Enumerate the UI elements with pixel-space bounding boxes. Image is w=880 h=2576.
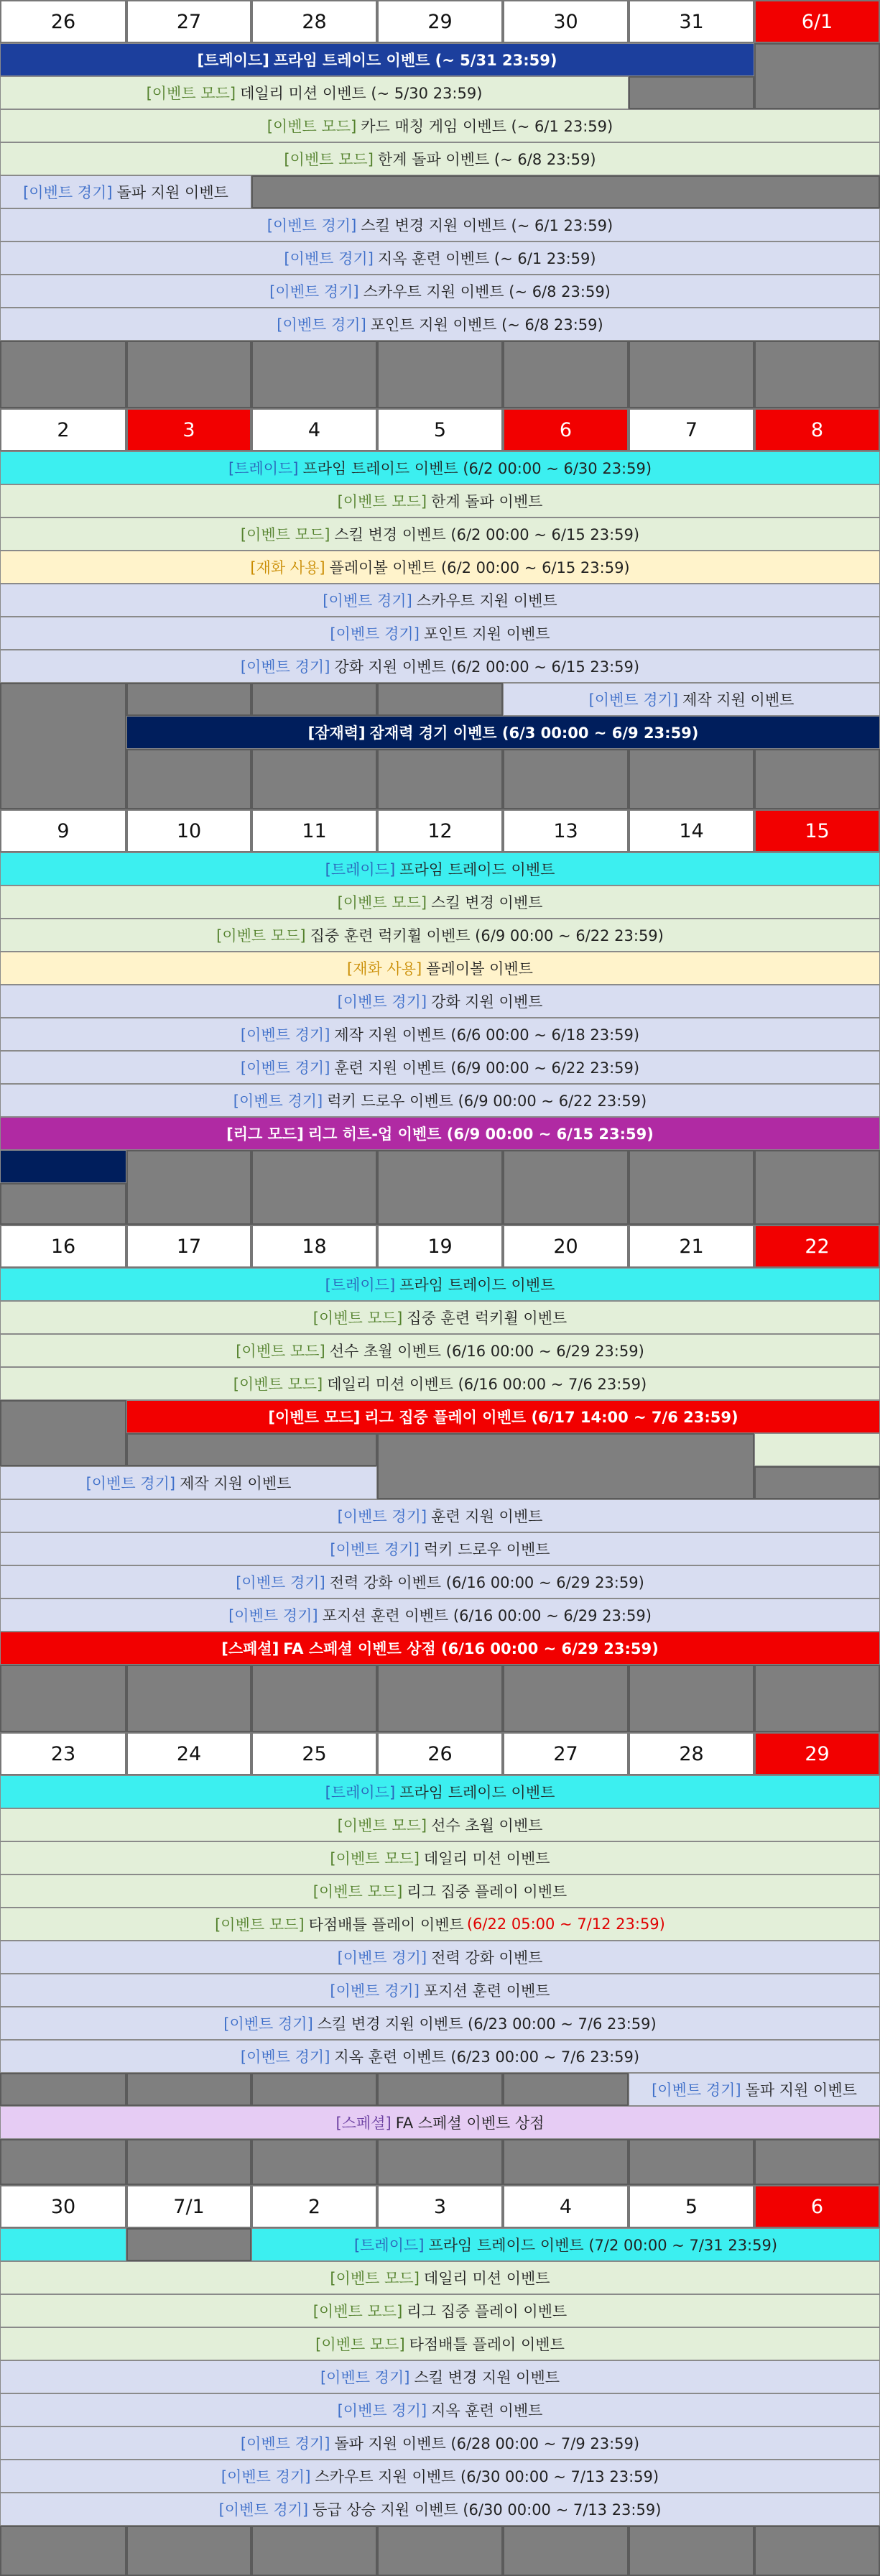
event-title: 잠재력 경기 이벤트 (6/3 00:00 ~ 6/9 23:59) [369, 724, 699, 742]
event-title: 프라임 트레이드 이벤트 (~ 5/31 23:59) [273, 52, 557, 69]
event-category-tag: [이벤트 모드] [146, 85, 236, 102]
event-bar [0, 2294, 880, 2327]
event-category-tag: [이벤트 경기] [337, 1508, 427, 1525]
date-cell: 22 [754, 1225, 880, 1268]
event-bar [0, 2106, 880, 2139]
event-bar [0, 2261, 880, 2294]
empty-cell [503, 2139, 629, 2185]
date-cell: 30 [503, 0, 629, 43]
empty-cell [754, 749, 880, 809]
empty-cell [503, 2073, 629, 2106]
event-title: FA 스페셜 이벤트 상점 [395, 2115, 545, 2132]
empty-cell [126, 2073, 251, 2106]
event-title: 데일리 미션 이벤트 [423, 2270, 550, 2287]
event-category-tag: [이벤트 경기] [652, 2082, 741, 2099]
event-title: 타점배틀 플레이 이벤트 [409, 2336, 565, 2353]
event-title: 한계 돌파 이벤트 [431, 493, 543, 510]
event-category-tag: [재화 사용] [347, 960, 422, 978]
empty-cell [629, 1665, 754, 1732]
event-category-tag: [잠재력] [307, 724, 366, 742]
event-title: 지옥 훈련 이벤트 (~ 6/1 23:59) [377, 250, 596, 267]
event-bar [0, 617, 880, 650]
date-cell: 15 [754, 809, 880, 852]
empty-cell [754, 1466, 880, 1499]
event-title: 카드 매칭 게임 이벤트 (~ 6/1 23:59) [361, 118, 613, 135]
event-bar [0, 551, 880, 584]
empty-cell [251, 2526, 377, 2576]
event-category-tag: [이벤트 경기] [221, 2468, 311, 2485]
event-bar [126, 1400, 880, 1433]
date-cell: 28 [629, 1732, 754, 1775]
event-title: 돌파 지원 이벤트 (6/28 00:00 ~ 7/9 23:59) [334, 2435, 640, 2452]
event-title: 스킬 변경 지원 이벤트 [414, 2369, 560, 2386]
event-bar [0, 1841, 880, 1874]
empty-cell [503, 1150, 629, 1225]
date-cell: 7 [629, 408, 754, 451]
event-title: 돌파 지원 이벤트 [116, 184, 228, 201]
event-bar [0, 852, 880, 886]
event-category-tag: [이벤트 모드] [330, 2270, 420, 2287]
empty-cell [126, 1433, 377, 1466]
empty-cell [126, 2526, 251, 2576]
event-bar [0, 451, 880, 484]
empty-cell [126, 1150, 251, 1225]
event-bar [126, 716, 880, 749]
event-bar [0, 1268, 880, 1301]
event-bar [0, 2393, 880, 2426]
event-bar [0, 1084, 880, 1117]
event-title: 프라임 트레이드 이벤트 (6/2 00:00 ~ 6/30 23:59) [302, 460, 652, 477]
event-category-tag: [이벤트 경기] [277, 316, 366, 334]
date-cell: 6/1 [754, 0, 880, 43]
event-title: 선수 초월 이벤트 [431, 1817, 543, 1834]
empty-cell [377, 341, 503, 408]
event-bar [629, 2073, 880, 2106]
event-title: 지옥 훈련 이벤트 [431, 2402, 543, 2419]
event-category-tag: [이벤트 경기] [228, 1607, 318, 1624]
event-bar [0, 1334, 880, 1367]
empty-cell [754, 2526, 880, 2576]
empty-cell [377, 1665, 503, 1732]
event-category-tag: [이벤트 모드] [337, 1817, 427, 1834]
event-title: 프라임 트레이드 이벤트 [399, 861, 555, 878]
event-category-tag: [이벤트 경기] [330, 1541, 420, 1558]
empty-cell [0, 2139, 126, 2185]
event-category-tag: [이벤트 모드] [315, 2336, 405, 2353]
event-category-tag: [스페셜] [221, 1640, 279, 1657]
event-category-tag: [이벤트 경기] [23, 184, 113, 201]
event-bar [0, 142, 880, 175]
event-category-tag: [이벤트 모드] [312, 2303, 403, 2320]
empty-cell [629, 749, 754, 809]
event-bar [0, 952, 880, 985]
event-bar [0, 1466, 377, 1499]
empty-cell [503, 1665, 629, 1732]
event-bar [0, 2007, 880, 2040]
event-bar [0, 1565, 880, 1598]
event-title: 데일리 미션 이벤트 (~ 5/30 23:59) [240, 85, 483, 102]
empty-cell [629, 341, 754, 408]
event-category-tag: [이벤트 경기] [85, 1475, 176, 1492]
event-title: 포지션 훈련 이벤트 [423, 1982, 550, 2000]
event-category-tag: [이벤트 경기] [323, 592, 412, 610]
date-cell: 11 [251, 809, 377, 852]
event-bar [0, 1051, 880, 1084]
empty-cell [377, 1150, 503, 1225]
event-category-tag: [이벤트 모드] [240, 526, 330, 543]
event-category-tag: [이벤트 경기] [337, 2402, 427, 2419]
event-title: 포지션 훈련 이벤트 (6/16 00:00 ~ 6/29 23:59) [322, 1607, 652, 1624]
event-title: 데일리 미션 이벤트 [423, 1850, 550, 1867]
event-title: 스킬 변경 지원 이벤트 (~ 6/1 23:59) [361, 217, 613, 234]
event-title: 제작 지원 이벤트 [682, 691, 795, 709]
date-cell: 10 [126, 809, 251, 852]
event-title: 스카우트 지원 이벤트 [416, 592, 557, 610]
empty-cell [0, 2526, 126, 2576]
empty-cell [126, 1665, 251, 1732]
date-cell: 5 [629, 2185, 754, 2228]
event-category-tag: [이벤트 경기] [330, 625, 420, 643]
event-bar [0, 985, 880, 1018]
event-category-tag: [이벤트 모드] [330, 1850, 420, 1867]
date-cell: 16 [0, 1225, 126, 1268]
empty-cell [251, 2073, 377, 2106]
event-category-tag: [이벤트 경기] [284, 250, 374, 267]
event-title: 리그 집중 플레이 이벤트 [407, 2303, 568, 2320]
date-cell: 2 [0, 408, 126, 451]
event-title: 집중 훈련 럭키휠 이벤트 (6/9 00:00 ~ 6/22 23:59) [310, 927, 664, 944]
date-cell: 6 [754, 2185, 880, 2228]
event-category-tag: [이벤트 경기] [588, 691, 679, 709]
event-title: 스카우트 지원 이벤트 (~ 6/8 23:59) [363, 283, 611, 300]
empty-cell [503, 2526, 629, 2576]
event-title: 훈련 지원 이벤트 [431, 1508, 543, 1525]
event-category-tag: [이벤트 경기] [240, 2048, 330, 2066]
date-cell: 29 [377, 0, 503, 43]
event-bar [0, 584, 880, 617]
event-title: 럭키 드로우 이벤트 (6/9 00:00 ~ 6/22 23:59) [327, 1092, 647, 1110]
date-cell: 21 [629, 1225, 754, 1268]
event-title: 프라임 트레이드 이벤트 [399, 1784, 555, 1801]
event-bar [0, 1598, 880, 1632]
empty-cell [377, 749, 503, 809]
event-category-tag: [이벤트 경기] [320, 2369, 410, 2386]
event-category-tag: [이벤트 모드] [268, 1409, 361, 1426]
event-bar [0, 484, 880, 518]
empty-cell [754, 1150, 880, 1225]
empty-cell [126, 2139, 251, 2185]
empty-cell [251, 341, 377, 408]
event-title: 강화 지원 이벤트 (6/2 00:00 ~ 6/15 23:59) [334, 658, 640, 676]
event-bar [0, 175, 251, 208]
event-title: 스킬 변경 이벤트 [431, 894, 543, 911]
event-title: 스킬 변경 이벤트 (6/2 00:00 ~ 6/15 23:59) [334, 526, 640, 543]
event-category-tag: [이벤트 경기] [233, 1092, 323, 1110]
empty-cell [754, 2139, 880, 2185]
event-bar [0, 1117, 880, 1150]
empty-cell [0, 1400, 126, 1466]
event-category-tag: [이벤트 경기] [337, 1949, 427, 1966]
date-cell: 19 [377, 1225, 503, 1268]
event-category-tag: [이벤트 경기] [269, 283, 359, 300]
event-category-tag: [이벤트 모드] [312, 1883, 403, 1900]
empty-cell [754, 43, 880, 109]
event-category-tag: [이벤트 경기] [240, 1026, 330, 1044]
event-bar [0, 1808, 880, 1841]
event-title: 한계 돌파 이벤트 (~ 6/8 23:59) [377, 151, 596, 168]
event-category-tag: [이벤트 모드] [233, 1376, 323, 1393]
empty-cell [251, 175, 880, 208]
event-category-tag: [트레이드] [228, 460, 299, 477]
event-bar [0, 1301, 880, 1334]
event-bar [0, 2426, 880, 2460]
event-title: 스카우트 지원 이벤트 (6/30 00:00 ~ 7/13 23:59) [315, 2468, 659, 2485]
event-bar [0, 275, 880, 308]
event-category-tag: [이벤트 모드] [284, 151, 374, 168]
event-category-tag: [이벤트 모드] [236, 1343, 325, 1360]
event-title: 스킬 변경 지원 이벤트 (6/23 00:00 ~ 7/6 23:59) [317, 2015, 657, 2033]
event-bar [0, 1874, 880, 1908]
date-cell: 2 [251, 2185, 377, 2228]
event-bar [0, 1532, 880, 1565]
empty-cell [126, 749, 251, 809]
event-category-tag: [이벤트 경기] [240, 1059, 330, 1077]
event-bar [0, 1775, 880, 1808]
empty-cell [377, 1433, 754, 1499]
event-bar [0, 208, 880, 242]
event-bar [0, 1941, 880, 1974]
event-bar [0, 76, 629, 109]
date-cell: 23 [0, 1732, 126, 1775]
empty-cell [377, 683, 503, 716]
event-category-tag: [이벤트 모드] [312, 1310, 403, 1327]
event-title: FA 스페셜 이벤트 상점 (6/16 00:00 ~ 6/29 23:59) [283, 1640, 659, 1657]
event-category-tag: [재화 사용] [250, 559, 325, 576]
event-title: 럭키 드로우 이벤트 [423, 1541, 550, 1558]
date-cell: 4 [251, 408, 377, 451]
empty-cell [503, 341, 629, 408]
empty-cell [503, 749, 629, 809]
event-category-tag: [이벤트 경기] [330, 1982, 420, 2000]
event-category-tag: [이벤트 경기] [240, 658, 330, 676]
event-title: 제작 지원 이벤트 [180, 1475, 292, 1492]
empty-cell [251, 1665, 377, 1732]
event-bar [0, 886, 880, 919]
event-bar [0, 2493, 880, 2526]
date-cell: 6 [503, 408, 629, 451]
event-title: 훈련 지원 이벤트 (6/9 00:00 ~ 6/22 23:59) [334, 1059, 640, 1077]
event-title: 등급 상승 지원 이벤트 (6/30 00:00 ~ 7/13 23:59) [312, 2501, 662, 2518]
event-bar-continuation [0, 1150, 126, 1183]
event-category-tag: [이벤트 경기] [236, 1574, 325, 1591]
date-cell: 27 [503, 1732, 629, 1775]
event-category-tag: [이벤트 경기] [267, 217, 357, 234]
event-title: 플레이볼 이벤트 [426, 960, 533, 978]
date-cell: 26 [0, 0, 126, 43]
event-title: 플레이볼 이벤트 (6/2 00:00 ~ 6/15 23:59) [329, 559, 630, 576]
event-bar [0, 109, 880, 142]
date-cell: 3 [377, 2185, 503, 2228]
date-cell: 26 [377, 1732, 503, 1775]
event-category-tag: [이벤트 모드] [267, 118, 357, 135]
event-bar [0, 2040, 880, 2073]
empty-cell [0, 683, 126, 809]
date-cell: 4 [503, 2185, 629, 2228]
event-category-tag: [이벤트 모드] [216, 927, 306, 944]
event-category-tag: [트레이드] [197, 52, 269, 69]
empty-cell [377, 2073, 503, 2106]
event-title: 리그 집중 플레이 이벤트 [407, 1883, 568, 1900]
empty-cell [251, 2139, 377, 2185]
event-bar [0, 1018, 880, 1051]
empty-cell [126, 2228, 251, 2261]
event-title: 타점배틀 플레이 이벤트 [308, 1916, 464, 1933]
empty-cell [251, 1150, 377, 1225]
event-bar [0, 242, 880, 275]
event-category-tag: [이벤트 경기] [223, 2015, 313, 2033]
event-bar [0, 1499, 880, 1532]
date-cell: 14 [629, 809, 754, 852]
date-cell: 20 [503, 1225, 629, 1268]
event-title: 전력 강화 이벤트 (6/16 00:00 ~ 6/29 23:59) [329, 1574, 644, 1591]
event-title: 집중 훈련 럭키휠 이벤트 [407, 1310, 568, 1327]
event-title: 리그 히트-업 이벤트 (6/9 00:00 ~ 6/15 23:59) [307, 1126, 654, 1143]
event-bar [0, 919, 880, 952]
event-category-tag: [리그 모드] [226, 1126, 304, 1143]
date-cell: 25 [251, 1732, 377, 1775]
event-bar [0, 1974, 880, 2007]
event-bar [0, 1908, 880, 1941]
event-title: 선수 초월 이벤트 (6/16 00:00 ~ 6/29 23:59) [329, 1343, 644, 1360]
event-category-tag: [트레이드] [325, 1784, 396, 1801]
event-bar [0, 43, 754, 76]
date-cell: 30 [0, 2185, 126, 2228]
date-cell: 5 [377, 408, 503, 451]
event-title: 프라임 트레이드 이벤트 (7/2 00:00 ~ 7/31 23:59) [428, 2237, 778, 2254]
event-category-tag: [이벤트 모드] [337, 894, 427, 911]
empty-cell [126, 341, 251, 408]
event-category-tag: [이벤트 경기] [337, 993, 427, 1011]
empty-cell [377, 2526, 503, 2576]
date-cell: 3 [126, 408, 251, 451]
date-cell: 24 [126, 1732, 251, 1775]
empty-cell [251, 683, 377, 716]
empty-cell [377, 2139, 503, 2185]
event-title: 강화 지원 이벤트 [431, 993, 543, 1011]
date-cell: 28 [251, 0, 377, 43]
event-bar [0, 308, 880, 341]
event-bar [0, 518, 880, 551]
event-bar-continuation [754, 1433, 880, 1466]
event-category-tag: [스페셜] [335, 2115, 392, 2132]
empty-cell [0, 1183, 126, 1225]
date-cell: 31 [629, 0, 754, 43]
event-bar [503, 683, 880, 716]
date-cell: 29 [754, 1732, 880, 1775]
date-cell: 13 [503, 809, 629, 852]
event-category-tag: [이벤트 경기] [218, 2501, 309, 2518]
empty-cell [126, 683, 251, 716]
event-title: 프라임 트레이드 이벤트 [399, 1276, 555, 1294]
empty-cell [0, 341, 126, 408]
event-title: 포인트 지원 이벤트 (~ 6/8 23:59) [370, 316, 603, 334]
event-title: 제작 지원 이벤트 (6/6 00:00 ~ 6/18 23:59) [334, 1026, 640, 1044]
event-category-tag: [트레이드] [353, 2237, 425, 2254]
empty-cell [629, 2139, 754, 2185]
event-category-tag: [트레이드] [325, 861, 396, 878]
event-bar-continuation [0, 2228, 126, 2261]
date-cell: 9 [0, 809, 126, 852]
event-bar [0, 2460, 880, 2493]
event-period-highlight: (6/22 05:00 ~ 7/12 23:59) [466, 1915, 665, 1933]
event-title: 지옥 훈련 이벤트 (6/23 00:00 ~ 7/6 23:59) [334, 2048, 640, 2066]
event-title: 돌파 지원 이벤트 [745, 2082, 857, 2099]
event-title: 리그 집중 플레이 이벤트 (6/17 14:00 ~ 7/6 23:59) [364, 1409, 738, 1426]
date-cell: 27 [126, 0, 251, 43]
event-bar [0, 2327, 880, 2360]
date-cell: 7/1 [126, 2185, 251, 2228]
date-cell: 17 [126, 1225, 251, 1268]
empty-cell [629, 76, 754, 109]
event-bar [0, 650, 880, 683]
event-title: 전력 강화 이벤트 [431, 1949, 543, 1966]
event-category-tag: [이벤트 모드] [215, 1916, 305, 1933]
date-cell: 12 [377, 809, 503, 852]
date-cell: 8 [754, 408, 880, 451]
empty-cell [754, 1665, 880, 1732]
event-category-tag: [이벤트 모드] [337, 493, 427, 510]
empty-cell [629, 2526, 754, 2576]
event-category-tag: [이벤트 경기] [240, 2435, 330, 2452]
event-bar [0, 1367, 880, 1400]
empty-cell [629, 1150, 754, 1225]
empty-cell [754, 341, 880, 408]
event-bar [0, 1632, 880, 1665]
event-category-tag: [트레이드] [325, 1276, 396, 1294]
empty-cell [0, 2073, 126, 2106]
empty-cell [0, 1665, 126, 1732]
event-title: 데일리 미션 이벤트 (6/16 00:00 ~ 7/6 23:59) [327, 1376, 647, 1393]
event-bar [0, 2360, 880, 2393]
event-bar [251, 2228, 880, 2261]
event-title: 포인트 지원 이벤트 [423, 625, 550, 643]
date-cell: 18 [251, 1225, 377, 1268]
empty-cell [251, 749, 377, 809]
